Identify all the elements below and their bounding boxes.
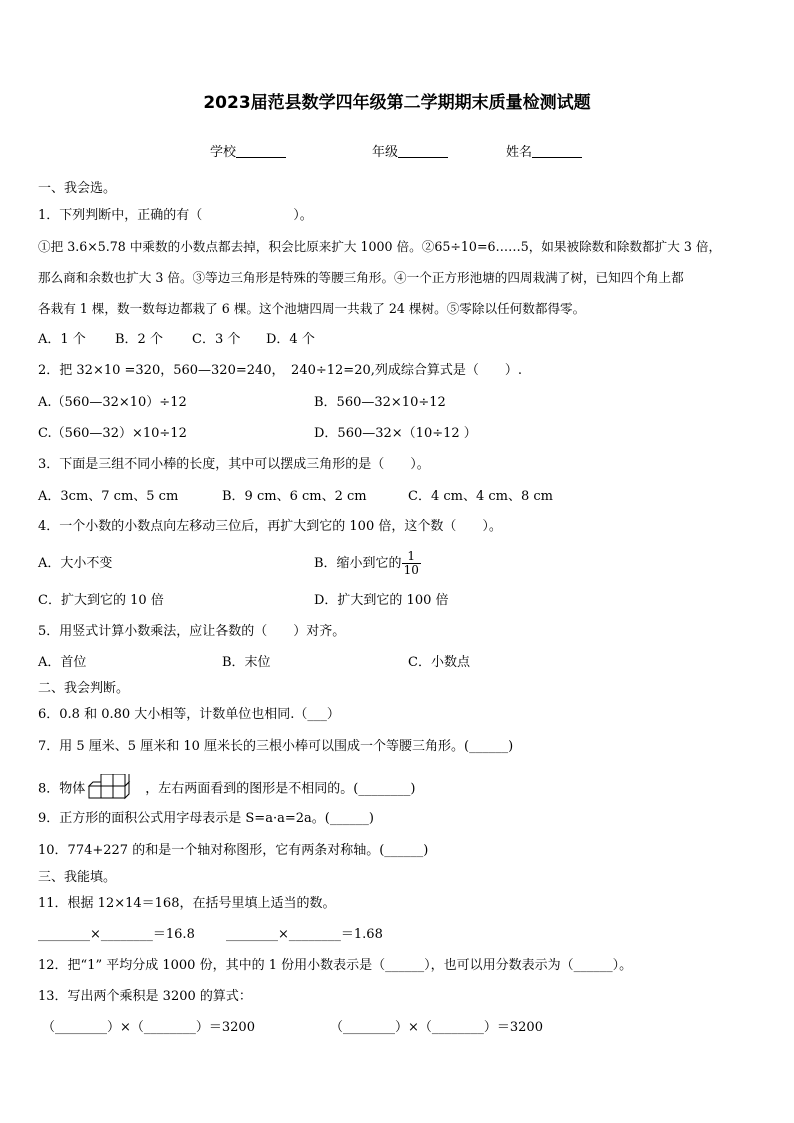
judge-question: 7．用 5 厘米、5 厘米和 10 厘米长的三根小棒可以围成一个等腰三角形。(______) <box>38 739 514 754</box>
fraction-numerator: 1 <box>402 550 421 564</box>
name-blank[interactable] <box>532 143 582 158</box>
question-text: 那么商和余数也扩大 3 倍。③等边三角形是特殊的等腰三角形。④一个正方形池塘的四周栽满了树，已知四个角上都 <box>38 270 684 285</box>
school-label: 学校 <box>210 145 237 160</box>
option-a: A．大小不变 <box>38 556 113 571</box>
fill-blank-equation[interactable]: （________）×（________）＝3200 <box>330 1020 543 1035</box>
question-stem: 13．写出两个乘积是 3200 的算式： <box>38 989 252 1004</box>
school-blank[interactable] <box>236 143 286 158</box>
option-a: A.（560—32×10）÷12 <box>38 395 187 410</box>
fill-blank-equation[interactable]: ________×________＝1.68 <box>226 927 383 942</box>
option-b: B．末位 <box>222 655 271 670</box>
grade-label: 年级 <box>372 145 399 160</box>
school-field <box>210 141 286 160</box>
option-c: C．扩大到它的 10 倍 <box>38 593 164 608</box>
page-title: 2023届范县数学四年级第二学期期末质量检测试题 <box>203 93 591 113</box>
option-c: C．3 个 <box>192 332 241 347</box>
option-a: A．3cm、7 cm、5 cm <box>38 489 179 504</box>
fraction-denominator: 10 <box>403 563 419 577</box>
question-text: ①把 3.6×5.78 中乘数的小数点都去掉，积会比原来扩大 1000 倍。②65÷10=6……5，如果被除数和除数都扩大 3 倍， <box>38 239 722 254</box>
judge-question: 10．774+227 的和是一个轴对称图形，它有两条对称轴。(______) <box>38 843 429 858</box>
fraction <box>402 550 421 577</box>
section-heading: 三、我能填。 <box>38 870 117 885</box>
q8-prefix: 8．物体 <box>38 781 86 797</box>
question-stem: 5．用竖式计算小数乘法，应让各数的（ ）对齐。 <box>38 624 346 639</box>
fill-blank-equation[interactable]: （________）×（________）＝3200 <box>42 1020 255 1035</box>
judge-question <box>38 774 415 804</box>
cube-stack-image <box>87 774 143 804</box>
option-c: C.（560—32）×10÷12 <box>38 426 187 441</box>
name-label: 姓名 <box>506 145 533 160</box>
question-stem: 1．下列判断中，正确的有（ ）。 <box>38 208 313 223</box>
question-stem: 11．根据 12×14＝168，在括号里填上适当的数。 <box>38 896 336 911</box>
option-a: A．1 个 <box>38 332 86 347</box>
option-a: A．首位 <box>38 655 87 670</box>
option-b-text: B．缩小到它的 <box>314 556 402 571</box>
question-stem: 3．下面是三组不同小棒的长度，其中可以摆成三角形的是（ ）。 <box>38 457 430 472</box>
option-b <box>314 546 421 582</box>
section-heading: 一、我会选。 <box>38 181 117 196</box>
option-d: D．扩大到它的 100 倍 <box>314 593 449 608</box>
section-heading: 二、我会判断。 <box>38 681 130 696</box>
question-text: 各栽有 1 棵，数一数每边都栽了 6 棵。这个池塘四周一共栽了 24 棵树。⑤零除以任何数都得零。 <box>38 301 586 316</box>
option-c: C．4 cm、4 cm、8 cm <box>408 489 553 504</box>
option-c: C．小数点 <box>408 655 470 670</box>
option-d: D．4 个 <box>266 332 315 347</box>
option-b: B．2 个 <box>115 332 163 347</box>
question-stem: 12．把“1” 平均分成 1000 份，其中的 1 份用小数表示是（______），也可以用分数表示为（______）。 <box>38 958 633 973</box>
option-d: D．560—32×（10÷12 ） <box>314 426 477 441</box>
name-field <box>506 141 582 160</box>
option-b: B．9 cm、6 cm、2 cm <box>222 489 367 504</box>
q8-suffix: ，左右两面看到的图形是不相同的。(________) <box>145 781 416 797</box>
grade-field <box>372 141 448 160</box>
judge-question: 9．正方形的面积公式用字母表示是 S=a·a=2a。(______) <box>38 811 374 826</box>
question-stem: 4．一个小数的小数点向左移动三位后，再扩大到它的 100 倍，这个数（ ）。 <box>38 519 502 534</box>
fill-blank-equation[interactable]: ________×________＝16.8 <box>38 927 195 942</box>
judge-question: 6．0.8 和 0.80 大小相等，计数单位也相同.（___） <box>38 707 340 722</box>
question-stem: 2．把 32×10 =320，560—320=240， 240÷12=20,列成综合算式是（ ）. <box>38 363 522 378</box>
grade-blank[interactable] <box>398 143 448 158</box>
option-b: B．560—32×10÷12 <box>314 395 446 410</box>
